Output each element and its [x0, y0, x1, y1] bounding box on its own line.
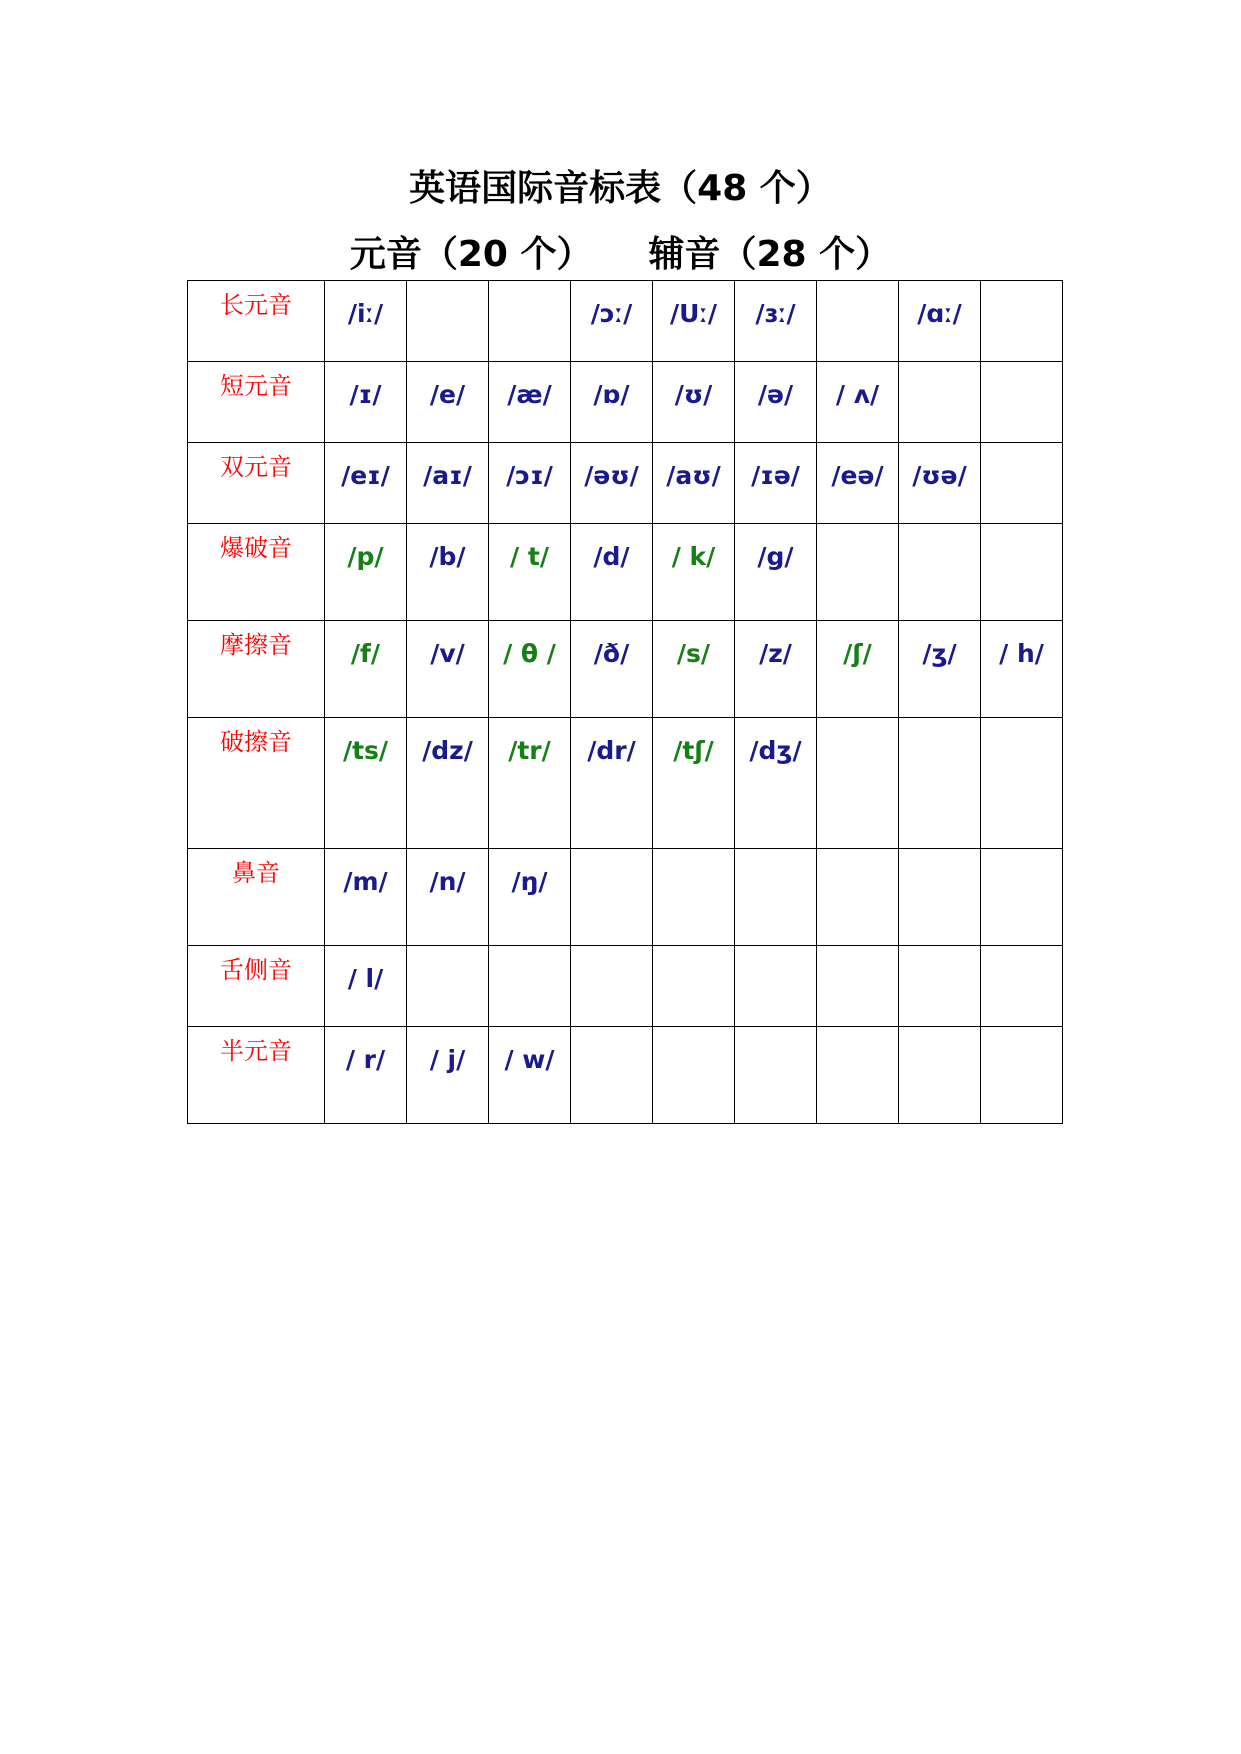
- phonetic-symbol-cell: / ʌ/: [817, 362, 899, 443]
- phonetic-symbol-cell: [489, 946, 571, 1027]
- row-category-label: 长元音: [188, 281, 325, 362]
- phonetic-symbol-cell: [899, 524, 981, 621]
- phonetic-symbol-cell: [735, 849, 817, 946]
- phonetic-symbol-cell: /əʊ/: [571, 443, 653, 524]
- phonetic-symbol-cell: /ŋ/: [489, 849, 571, 946]
- phonetic-symbol-cell: [817, 718, 899, 849]
- row-category-label: 鼻音: [188, 849, 325, 946]
- phonetic-symbol-cell: / r/: [325, 1027, 407, 1124]
- phonetic-symbol-cell: [981, 849, 1063, 946]
- phonetic-symbol-cell: [899, 718, 981, 849]
- phonetic-symbol-cell: [817, 524, 899, 621]
- row-category-label: 爆破音: [188, 524, 325, 621]
- subtitle-vowels: 元音（20 个）: [349, 234, 593, 275]
- phonetic-symbol-cell: / l/: [325, 946, 407, 1027]
- phonetic-symbol-cell: /iː/: [325, 281, 407, 362]
- phonetic-symbol-cell: [899, 1027, 981, 1124]
- phonetic-symbol-cell: /e/: [407, 362, 489, 443]
- phonetic-symbol-cell: /ʃ/: [817, 621, 899, 718]
- row-category-label: 半元音: [188, 1027, 325, 1124]
- phonetic-symbol-cell: /p/: [325, 524, 407, 621]
- phonetic-symbol-cell: /ɔɪ/: [489, 443, 571, 524]
- phonetic-symbol-cell: /ɔː/: [571, 281, 653, 362]
- phonetic-symbol-cell: / j/: [407, 1027, 489, 1124]
- phonetic-symbol-cell: /g/: [735, 524, 817, 621]
- phonetic-symbol-cell: [981, 281, 1063, 362]
- phonetic-symbol-cell: [817, 1027, 899, 1124]
- phonetic-symbol-cell: /z/: [735, 621, 817, 718]
- table-row: [188, 621, 1063, 718]
- subtitle-consonants: 辅音（28 个）: [648, 234, 892, 275]
- phonetic-symbol-cell: /aʊ/: [653, 443, 735, 524]
- phonetic-symbol-cell: /eə/: [817, 443, 899, 524]
- phonetic-symbol-cell: /ʊə/: [899, 443, 981, 524]
- phonetic-symbol-cell: /ɑː/: [899, 281, 981, 362]
- phonetic-symbol-cell: /m/: [325, 849, 407, 946]
- row-category-label: 双元音: [188, 443, 325, 524]
- phonetic-symbol-cell: [981, 718, 1063, 849]
- phonetic-symbol-cell: / t/: [489, 524, 571, 621]
- phonetic-symbol-cell: [571, 1027, 653, 1124]
- phonetic-symbol-cell: /ð/: [571, 621, 653, 718]
- phonetic-symbol-table: [187, 280, 1063, 1124]
- phonetic-symbol-cell: /b/: [407, 524, 489, 621]
- table-row: [188, 718, 1063, 849]
- phonetic-symbol-cell: /ɜː/: [735, 281, 817, 362]
- table-row: [188, 524, 1063, 621]
- phonetic-symbol-cell: /ə/: [735, 362, 817, 443]
- phonetic-symbol-cell: /ɒ/: [571, 362, 653, 443]
- phonetic-symbol-cell: /eɪ/: [325, 443, 407, 524]
- phonetic-symbol-cell: / h/: [981, 621, 1063, 718]
- table-row: [188, 849, 1063, 946]
- phonetic-symbol-cell: [817, 849, 899, 946]
- phonetic-symbol-cell: /s/: [653, 621, 735, 718]
- phonetic-symbol-cell: [899, 362, 981, 443]
- phonetic-symbol-cell: [735, 946, 817, 1027]
- table-row: [188, 443, 1063, 524]
- phonetic-symbol-cell: /ɪə/: [735, 443, 817, 524]
- phonetic-symbol-cell: [653, 946, 735, 1027]
- phonetic-symbol-cell: [981, 362, 1063, 443]
- phonetic-symbol-cell: [653, 1027, 735, 1124]
- phonetic-symbol-cell: [899, 849, 981, 946]
- phonetic-symbol-cell: / w/: [489, 1027, 571, 1124]
- phonetic-symbol-cell: / θ /: [489, 621, 571, 718]
- page-subtitle: [0, 226, 1241, 277]
- phonetic-symbol-cell: /ʒ/: [899, 621, 981, 718]
- phonetic-symbol-cell: /n/: [407, 849, 489, 946]
- row-category-label: 破擦音: [188, 718, 325, 849]
- phonetic-symbol-cell: [571, 849, 653, 946]
- phonetic-symbol-cell: /aɪ/: [407, 443, 489, 524]
- phonetic-symbol-cell: /dr/: [571, 718, 653, 849]
- phonetic-symbol-cell: [817, 281, 899, 362]
- phonetic-symbol-cell: / k/: [653, 524, 735, 621]
- phonetic-symbol-cell: /d/: [571, 524, 653, 621]
- phonetic-symbol-cell: [981, 1027, 1063, 1124]
- phonetic-symbol-cell: [489, 281, 571, 362]
- phonetic-symbol-cell: [653, 849, 735, 946]
- phonetic-symbol-cell: /f/: [325, 621, 407, 718]
- phonetic-symbol-cell: [817, 946, 899, 1027]
- row-category-label: 短元音: [188, 362, 325, 443]
- phonetic-symbol-cell: [981, 524, 1063, 621]
- table-row: [188, 281, 1063, 362]
- row-category-label: 摩擦音: [188, 621, 325, 718]
- table-row: [188, 946, 1063, 1027]
- table-row: [188, 362, 1063, 443]
- phonetic-symbol-cell: /dz/: [407, 718, 489, 849]
- phonetic-symbol-cell: /tr/: [489, 718, 571, 849]
- phonetic-symbol-cell: [981, 443, 1063, 524]
- phonetic-symbol-cell: /tʃ/: [653, 718, 735, 849]
- phonetic-symbol-cell: /v/: [407, 621, 489, 718]
- phonetic-symbol-cell: /æ/: [489, 362, 571, 443]
- phonetic-symbol-cell: [571, 946, 653, 1027]
- page-title: 英语国际音标表（48 个）: [409, 168, 832, 209]
- phonetic-symbol-cell: /ts/: [325, 718, 407, 849]
- phonetic-symbol-cell: [981, 946, 1063, 1027]
- phonetic-symbol-cell: [899, 946, 981, 1027]
- phonetic-symbol-cell: /Uː/: [653, 281, 735, 362]
- phonetic-symbol-cell: /ʊ/: [653, 362, 735, 443]
- phonetic-symbol-cell: /dʒ/: [735, 718, 817, 849]
- phonetic-symbol-cell: [735, 1027, 817, 1124]
- phonetic-symbol-cell: [407, 946, 489, 1027]
- phonetic-symbol-cell: [407, 281, 489, 362]
- table-row: [188, 1027, 1063, 1124]
- phonetic-symbol-cell: /ɪ/: [325, 362, 407, 443]
- row-category-label: 舌侧音: [188, 946, 325, 1027]
